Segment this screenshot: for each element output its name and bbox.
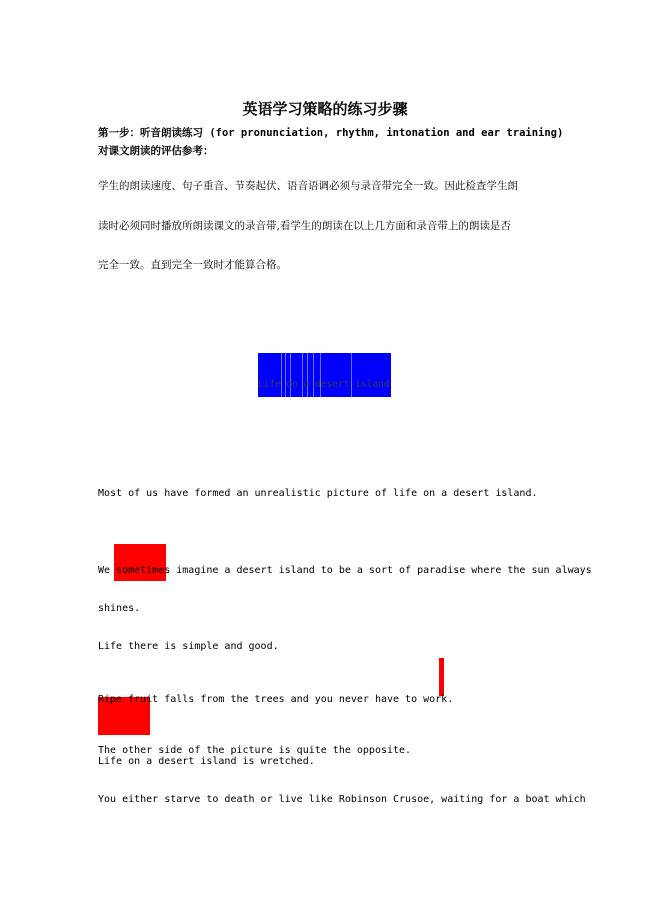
text-line-6: The other side of the picture is quite the opposite. bbox=[98, 745, 412, 756]
paragraph-line-2: 读时必须同时播放所朗读课文的录音带,看学生的朗读在以上几方面和录音带上的朗读是否 bbox=[98, 220, 511, 232]
reference-heading: 对课文朗读的评估参考： bbox=[98, 145, 214, 157]
text-line-1: Most of us have formed an unrealistic picture of life on a desert island. bbox=[98, 488, 538, 499]
text-line-7: Life on a desert island is wretched. bbox=[98, 756, 315, 767]
text-line-3: shines. bbox=[98, 603, 141, 614]
red-highlight-mark bbox=[439, 658, 444, 696]
text-line-8: You either starve to death or live like Robinson Crusoe, waiting for a boat which bbox=[98, 794, 586, 805]
step1-heading: 第一步：听音朗读练习 (for pronunciation, rhythm, intonation and ear training) bbox=[98, 127, 564, 139]
paragraph-line-3: 完全一致。直到完全一致时才能算合格。 bbox=[98, 259, 287, 271]
document-title: 英语学习策略的练习步骤 bbox=[242, 100, 408, 118]
paragraph-line-1: 学生的朗读速度、句子重音、节奏起伏、语音语调必须与录音带完全一致。因此检查学生朗 bbox=[98, 180, 518, 192]
text-line-2: We sometimes imagine a desert island to be a sort of paradise where the sun always bbox=[98, 565, 592, 576]
lesson-title: Life on a desert island bbox=[258, 379, 390, 390]
text-line-4: Life there is simple and good. bbox=[98, 641, 279, 652]
text-line-5: Ripe fruit falls from the trees and you never have to work. bbox=[98, 694, 454, 705]
